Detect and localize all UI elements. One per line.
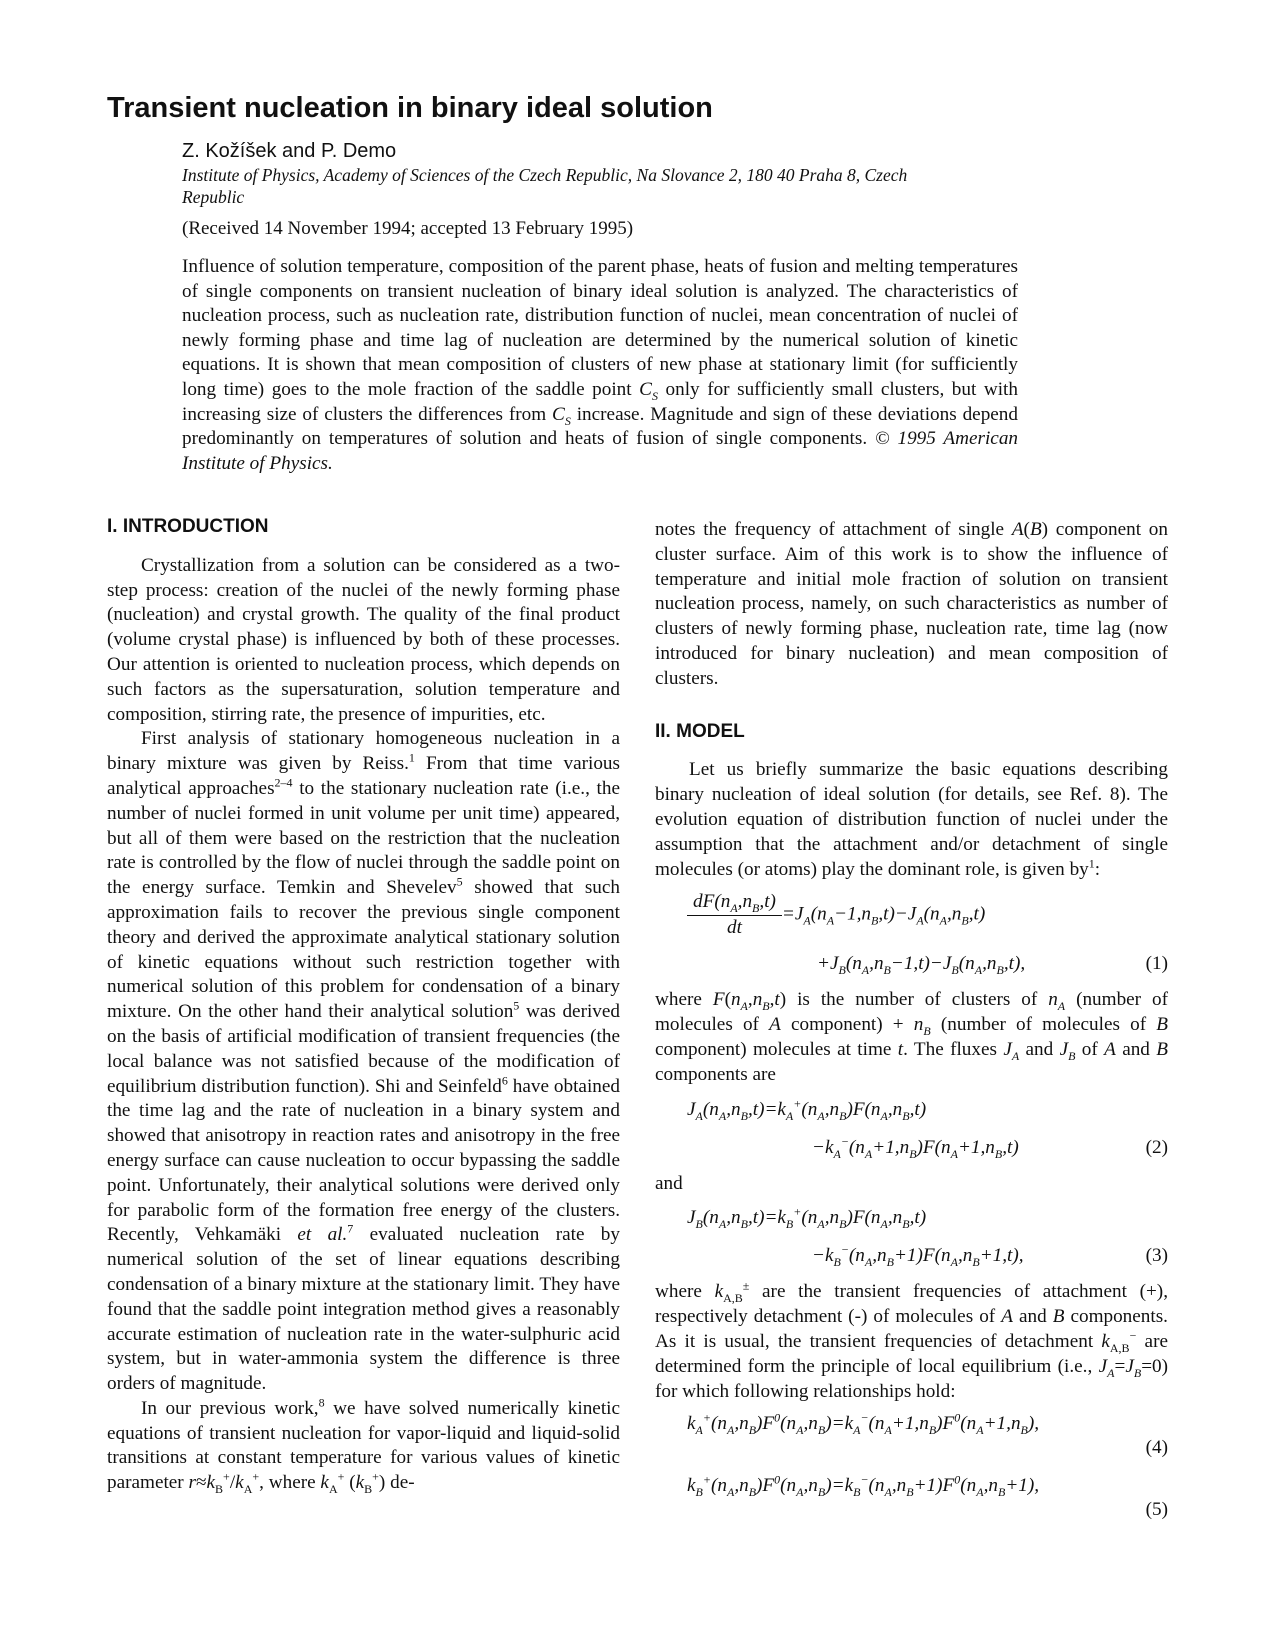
equation-number: (5) (1145, 1499, 1168, 1521)
abstract-text: increase. Magnitude and sign of these deviations depend predominantly on temperatures of solution and heats of fusion of single components. (182, 403, 1018, 450)
equation-1: $\frac{dF(n_A,n_B,t)}{dt}$ $=J_A(n_A-1,n_B,t)-J_A(n_A,n_B,t)$ $+J_B(n_A,n_B-1,t)-J_B(n_A,n_B,t)$, (1) (687, 890, 1168, 982)
copyright: © 1995 American Institute of Physics. (182, 428, 1019, 474)
equation-5: $k_B^+(n_A,n_B)F^0(n_A,n_B)=k_B^-(n_A,n_B+1)F^0(n_A,n_B+1)$, (5) (687, 1474, 1168, 1532)
equation-number: (1) (1145, 953, 1168, 975)
paragraph: In our previous work,$^8$ we have solved numerically kinetic equations of transient nucleation for vapor-liquid and liquid-solid transitions at constant temperature for various values of kinetic parameter $r\approx k_B^+/k_A^+$, where $k_A^+$ $(k_B^+)$ de- (107, 1395, 620, 1497)
received-dates: (Received 14 November 1994; accepted 13 February 1995) (182, 218, 634, 239)
equation-4: $k_A^+(n_A,n_B)F^0(n_A,n_B)=k_A^-(n_A+1,n_B)F^0(n_A+1,n_B)$, (4) (687, 1412, 1168, 1470)
abstract-text: Influence of solution temperature, composition of the parent phase, heats of fusion and melting temperatures of single components on transient nucleation of binary ideal solution is analyzed. The characteristics of nucleation process, such as nucleation rate, distribution function of nuclei, mean concentration of nuclei of newly forming phase and time lag of nucleation are determined by the numerical solution of kinetic equations. It is shown that mean composition of clusters of new phase at stationary limit (for sufficiently long time) goes to the mole fraction of the saddle point (182, 256, 1018, 400)
paper-title: Transient nucleation in binary ideal solution (107, 92, 713, 124)
paragraph: notes the frequency of attachment of single A(B) component on cluster surface. Aim of this work is to show the influence of temperature and initial mole fraction of solution on transient nucleation process, namely, on such characteristics as number of clusters of newly forming phase, nucleation rate, time lag (now introduced for binary nucleation) and mean composition of clusters. (655, 519, 1168, 689)
citation[interactable]: 8 (318, 1395, 325, 1410)
paragraph: Crystallization from a solution can be considered as a two-step process: creation of the nuclei of the newly forming phase (nucleation) and crystal growth. The quality of the final product (volume crystal phase) is influenced by both of these processes. Our attention is oriented to nucleation process, which depends on such factors as the supersaturation, solution temperature and composition, stirring rate, the presence of impurities, etc. (107, 554, 620, 725)
abstract (182, 255, 1018, 476)
citation[interactable]: 1 (408, 750, 415, 765)
section-heading-model: II. MODEL (655, 720, 745, 742)
abstract-cs: $C_S$ (552, 403, 571, 428)
citation[interactable]: 5 (456, 874, 463, 889)
paragraph: and (655, 1172, 683, 1194)
affiliation: Institute of Physics, Academy of Sciences of the Czech Republic, Na Slovance 2, 180 40 Praha 8, Czech Republic (182, 165, 908, 207)
citation[interactable]: 1 (1088, 856, 1095, 871)
authors: Z. Kožíšek and P. Demo (182, 140, 397, 162)
abstract-cs: $C_S$ (639, 378, 658, 403)
section-heading-introduction: I. INTRODUCTION (107, 516, 269, 537)
citation[interactable]: 7 (347, 1221, 354, 1236)
equation-2: $J_A(n_A,n_B,t)=k_A^+(n_A,n_B)F(n_A,n_B,t)$ $-k_A^-(n_A+1,n_B)F(n_A+1,n_B,t)$ (2) (687, 1096, 1168, 1161)
left-column (107, 515, 620, 1496)
abstract-text: only for sufficiently small clusters, but with increasing size of clusters the differences from (182, 378, 1018, 425)
right-column (655, 518, 1168, 1532)
equation-number: (3) (1145, 1245, 1168, 1267)
equation-3: $J_B(n_A,n_B,t)=k_B^+(n_A,n_B)F(n_A,n_B,t)$ $-k_B^-(n_A,n_B+1)F(n_A,n_B+1,t)$, (3) (687, 1204, 1168, 1270)
paragraph: where $F(n_A,n_B,t)$ is the number of clusters of $n_A$ (number of molecules of A component) + $n_B$ (number of molecules of B component) molecules at time t. The fluxes $J_A$ and $J_B$ of A and B components are (655, 989, 1169, 1085)
paragraph: where $k_{A,B}^\pm$ are the transient frequencies of attachment (+), respectively detachment (-) of molecules of A and B components. As it is usual, the transient frequencies of detachment $k_{A,B}^-$ are determined form the principle of local equilibrium (i.e., $J_A=J_B=0$) for which following relationships hold: (655, 1278, 1168, 1402)
citation[interactable]: 2–4 (274, 775, 293, 790)
citation[interactable]: 6 (501, 1073, 508, 1088)
citation[interactable]: 5 (513, 998, 520, 1013)
equation-number: (4) (1145, 1437, 1168, 1459)
paragraph: First analysis of stationary homogeneous nucleation in a binary mixture was given by Reiss.$^1$ From that time various analytical approaches$^{2-4}$ to the stationary nucleation rate (i.e., the number of nuclei formed in unit volume per unit time) appeared, but all of them were based on the restriction that the nucleation rate is controlled by the flow of nuclei through the saddle point on the energy surface. Temkin and Shevelev$^5$ showed that such approximation fails to recover the previous single component theory and derived the approximate analytical stationary solution of kinetic equations without such restriction together with numerical solution of this problem for condensation of a binary mixture. On the other hand their analytical solution$^5$ was derived on the basis of artificial modification of transient frequencies (the local balance was not satisfied because of the modification of equilibrium distribution function). Shi and Seinfeld$^6$ have obtained the time lag and the rate of nucleation in a binary system and showed that anisotropy in reaction rates and anisotropy in the free energy surface can cause nucleation to occur bypassing the saddle point. Unfortunately, their analytical solutions were derived only for parabolic form of the formation free energy of the clusters. Recently, Vehkamäki et al.$^7$ evaluated nucleation rate by numerical solution of the set of linear equations describing condensation of a binary mixture at the stationary limit. They have found that the saddle point integration method gives a reasonably accurate estimation of nucleation rate in the water-sulphuric acid system, but in water-ammonia system the difference is three orders of magnitude. (107, 728, 620, 1395)
equation-number: (2) (1145, 1136, 1168, 1158)
paragraph: Let us briefly summarize the basic equations describing binary nucleation of ideal solution (for details, see Ref. 8). The evolution equation of distribution function of nuclei under the assumption that the attachment and/or detachment of single molecules (or atoms) play the dominant role, is given $by^1$: (655, 759, 1168, 880)
